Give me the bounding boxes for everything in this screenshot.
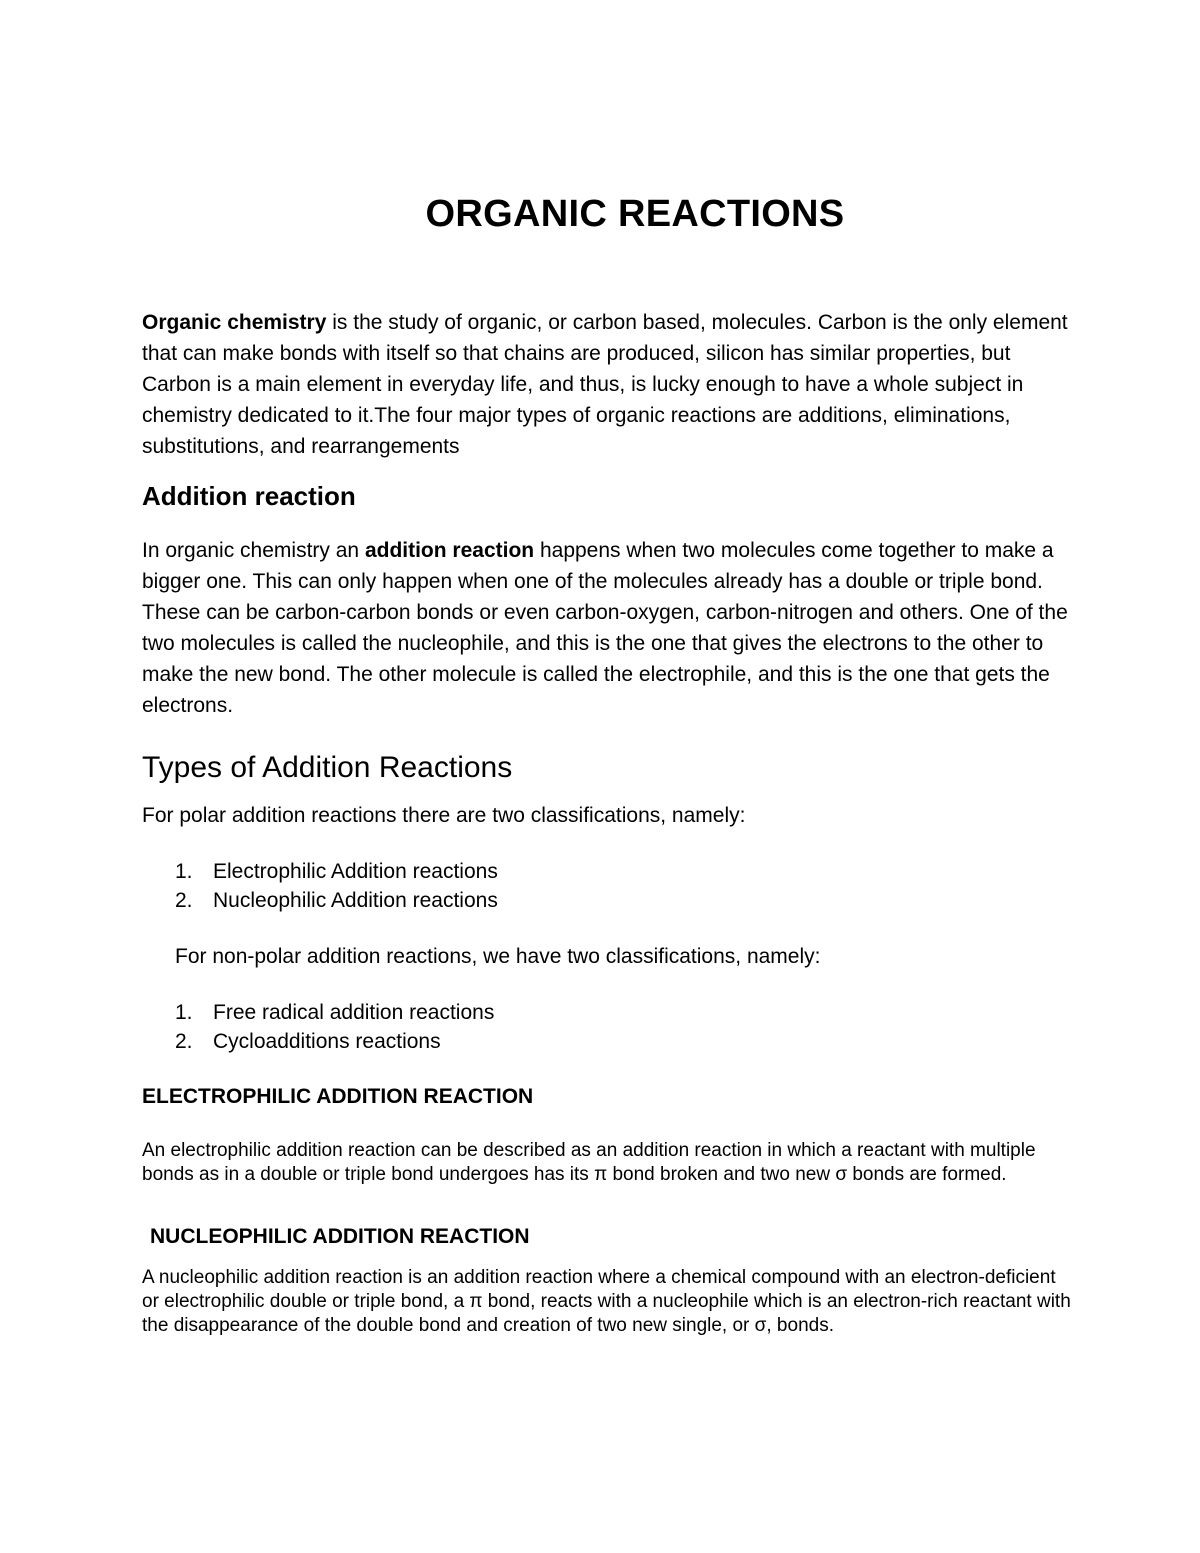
list-item <box>175 857 498 886</box>
nucleophilic-paragraph: A nucleophilic addition reaction is an addition reaction where a chemical compound with an electron-deficient or electrophilic double or triple bond, a π bond, reacts with a nucleophile which is an electron-rich reactant with the disappearance of the double bond and creation of two new single, or σ, bonds. <box>142 1267 1071 1336</box>
polar-list <box>175 857 498 915</box>
list-number: 2. <box>175 1030 193 1053</box>
list-label: Electrophilic Addition reactions <box>213 860 498 883</box>
electrophilic-paragraph: An electrophilic addition reaction can be described as an addition reaction in which a reactant with multiple bonds as in a double or triple bond undergoes has its π bond broken and two new σ bonds are formed. <box>142 1140 1036 1185</box>
addition-paragraph <box>142 535 1072 721</box>
electrophilic-heading: ELECTROPHILIC ADDITION REACTION <box>142 1085 534 1108</box>
addition-text-before: In organic chemistry an <box>142 539 365 562</box>
nucleophilic-heading: NUCLEOPHILIC ADDITION REACTION <box>150 1225 530 1248</box>
list-label: Free radical addition reactions <box>213 1001 495 1024</box>
nonpolar-intro: For non-polar addition reactions, we have two classifications, namely: <box>175 945 821 968</box>
list-number: 1. <box>175 1001 193 1024</box>
document-title: ORGANIC REACTIONS <box>425 193 845 235</box>
types-heading: Types of Addition Reactions <box>142 751 513 784</box>
intro-text: is the study of organic, or carbon based, molecules. Carbon is the only element that can make bonds with itself so that chains are produced, silicon has similar properties, but Carbon is a main element in everyday life, and thus, is lucky enough to have a whole subject in chemistry dedicated to it.The four major types of organic reactions are additions, eliminations, substitutions, and rearrangements <box>142 311 1068 458</box>
intro-paragraph <box>142 307 1072 462</box>
addition-term: addition reaction <box>364 539 535 562</box>
intro-term: Organic chemistry <box>142 311 327 334</box>
nonpolar-list <box>175 998 494 1056</box>
polar-intro: For polar addition reactions there are two classifications, namely: <box>142 804 746 827</box>
list-number: 1. <box>175 860 193 883</box>
list-item <box>175 998 494 1027</box>
addition-heading: Addition reaction <box>142 481 356 511</box>
list-item <box>175 1027 494 1056</box>
list-number: 2. <box>175 889 193 912</box>
addition-text-after: happens when two molecules come together to make a bigger one. This can only happen when one of the molecules already has a double or triple bond. These can be carbon-carbon bonds or even carbon-oxygen, carbon-nitrogen and others. One of the two molecules is called the nucleophile, and this is the one that gives the electrons to the other to make the new bond. The other molecule is called the electrophile, and this is the one that gets the electrons. <box>142 539 1068 717</box>
list-item <box>175 886 498 915</box>
list-label: Cycloadditions reactions <box>213 1030 441 1053</box>
list-label: Nucleophilic Addition reactions <box>213 889 498 912</box>
